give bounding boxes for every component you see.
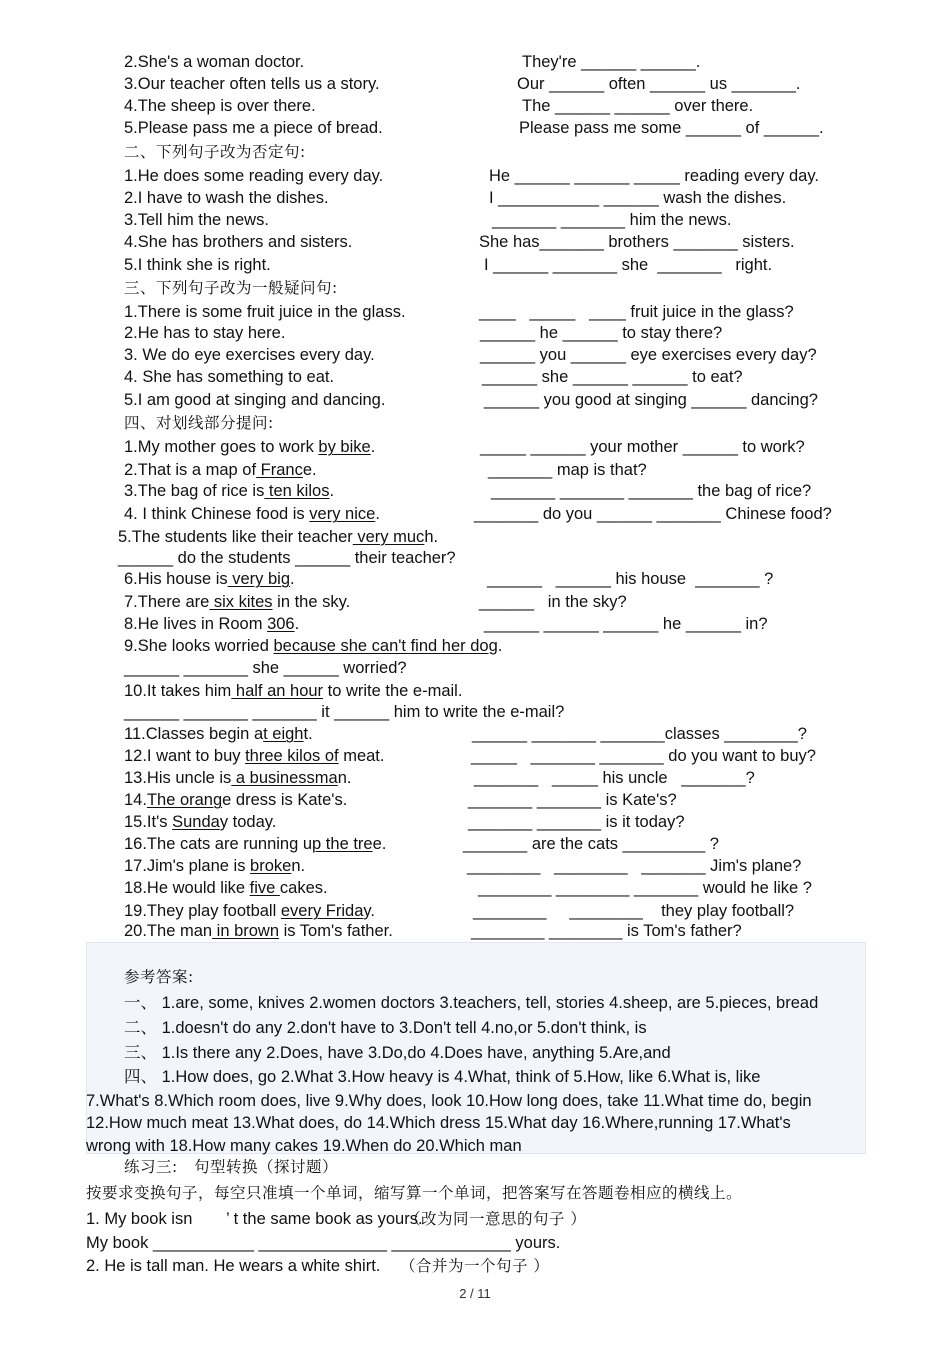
p4-a16: _______ are the cats _________ ?: [463, 835, 719, 853]
answer-line-7: wrong with 18.How many cakes 19.When do 20.Which man: [86, 1137, 522, 1155]
ex3-q1-part2: ’ t the same book as yours.: [226, 1210, 423, 1228]
p4-a8: ______ ______ ______ he ______ in?: [484, 615, 768, 633]
ex3-q1-answer: My book ___________ ______________ _____________ yours.: [86, 1234, 561, 1252]
p4-a13: _______ _____ his uncle _______?: [474, 769, 755, 787]
answer-line-4: 四、 1.How does, go 2.What 3.How heavy is 4.What, think of 5.How, like 6.What is, like: [124, 1068, 761, 1086]
p4-a10: ______ _______ _______ it ______ him to write the e-mail?: [124, 703, 565, 721]
p1-q3: 3.Our teacher often tells us a story.: [124, 75, 380, 93]
p2-a4: She has_______ brothers _______ sisters.: [479, 233, 795, 251]
p4-a20: ________ ________ is Tom's father?: [471, 922, 742, 940]
p4-q15: 15.It's Sunday today.: [124, 813, 277, 831]
p4-q19: 19.They play football every Friday.: [124, 902, 376, 920]
p4-q5: 5.The students like their teacher very much.: [118, 528, 439, 546]
p4-a1: _____ ______ your mother ______ to work?: [480, 438, 805, 456]
section-heading-2: 二、下列句子改为否定句:: [124, 143, 306, 161]
p1-q4: 4.The sheep is over there.: [124, 97, 316, 115]
p3-q3: 3. We do eye exercises every day.: [124, 346, 375, 364]
p4-q6: 6.His house is very big.: [124, 570, 295, 588]
exercise3-title: 练习三: 句型转换（探讨题）: [124, 1158, 339, 1176]
p4-q8: 8.He lives in Room 306.: [124, 615, 300, 633]
p4-q10: 10.It takes him half an hour to write the e-mail.: [124, 682, 463, 700]
p3-a3: ______ you ______ eye exercises every day?: [480, 346, 817, 364]
p2-q4: 4.She has brothers and sisters.: [124, 233, 353, 251]
p3-a1: ____ _____ ____ fruit juice in the glass?: [479, 303, 794, 321]
p4-q7: 7.There are six kites in the sky.: [124, 593, 351, 611]
p3-q1: 1.There is some fruit juice in the glass.: [124, 303, 406, 321]
p4-a11: ______ _______ _______classes ________?: [472, 725, 807, 743]
exercise3-instruction: 按要求变换句子，每空只准填一个单词，缩写算一个单词，把答案写在答题卷相应的横线上。: [86, 1184, 743, 1202]
p4-q3: 3.The bag of rice is ten kilos.: [124, 482, 335, 500]
p4-q11: 11.Classes begin at eight.: [124, 725, 313, 743]
p4-q17: 17.Jim's plane is broken.: [124, 857, 306, 875]
p4-a9: ______ _______ she ______ worried?: [124, 659, 407, 677]
p3-q5: 5.I am good at singing and dancing.: [124, 391, 386, 409]
p4-q4: 4. I think Chinese food is very nice.: [124, 505, 380, 523]
p4-a4: _______ do you ______ _______ Chinese food?: [474, 505, 832, 523]
p4-a18: ________ ________ _______ would he like ?: [478, 879, 812, 897]
p3-q2: 2.He has to stay here.: [124, 324, 286, 342]
p1-a4: The ______ ______ over there.: [522, 97, 754, 115]
p4-a2: _______ map is that?: [488, 461, 647, 479]
p4-a14: _______ _______ is Kate's?: [468, 791, 677, 809]
answer-line-5: 7.What's 8.Which room does, live 9.Why does, look 10.How long does, take 11.What time do, begin: [86, 1092, 812, 1110]
p4-q18: 18.He would like five cakes.: [124, 879, 328, 897]
p4-a3: _______ _______ _______ the bag of rice?: [491, 482, 812, 500]
p2-q5: 5.I think she is right.: [124, 256, 271, 274]
p4-a15: _______ _______ is it today?: [468, 813, 685, 831]
p2-a2: I ___________ ______ wash the dishes.: [489, 189, 787, 207]
p3-a2: ______ he ______ to stay there?: [480, 324, 723, 342]
p4-a12: _____ _______ _______ do you want to buy?: [471, 747, 816, 765]
p4-q1: 1.My mother goes to work by bike.: [124, 438, 376, 456]
answer-line-2: 二、 1.doesn't do any 2.don't have to 3.Don't tell 4.no,or 5.don't think, is: [124, 1019, 647, 1037]
p2-q1: 1.He does some reading every day.: [124, 167, 384, 185]
p1-a3: Our ______ often ______ us _______.: [517, 75, 801, 93]
answer-title: 参考答案:: [124, 968, 194, 986]
ex3-q2: 2. He is tall man. He wears a white shirt.: [86, 1257, 381, 1275]
page-number: 2 / 11: [459, 1286, 491, 1301]
p2-a5: I ______ _______ she _______ right.: [484, 256, 773, 274]
p4-a17: ________ ________ _______ Jim's plane?: [467, 857, 802, 875]
p2-a3: _______ _______ him the news.: [492, 211, 732, 229]
p4-q16: 16.The cats are running up the tree.: [124, 835, 387, 853]
p4-q9: 9.She looks worried because she can't find her dog.: [124, 637, 503, 655]
p2-q2: 2.I have to wash the dishes.: [124, 189, 329, 207]
p2-a1: He ______ ______ _____ reading every day.: [489, 167, 819, 185]
p4-q2: 2.That is a map of France.: [124, 461, 317, 479]
ex3-q1-hint: （改为同一意思的句子 ）: [405, 1210, 587, 1228]
p1-a5: Please pass me some ______ of ______.: [519, 119, 824, 137]
p4-q20: 20.The man in brown is Tom's father.: [124, 922, 393, 940]
p3-a5: ______ you good at singing ______ dancing?: [484, 391, 818, 409]
p4-a7: ______ in the sky?: [479, 593, 627, 611]
answer-line-1: 一、 1.are, some, knives 2.women doctors 3.teachers, tell, stories 4.sheep, are 5.pieces, bread: [124, 994, 819, 1012]
p4-a6: ______ ______ his house _______ ?: [487, 570, 774, 588]
p4-q12: 12.I want to buy three kilos of meat.: [124, 747, 385, 765]
p4-q14: 14.The orange dress is Kate's.: [124, 791, 348, 809]
p2-q3: 3.Tell him the news.: [124, 211, 269, 229]
answer-line-3: 三、 1.Is there any 2.Does, have 3.Do,do 4.Does have, anything 5.Are,and: [124, 1044, 671, 1062]
p1-q2: 2.She's a woman doctor.: [124, 53, 305, 71]
p4-a5: ______ do the students ______ their teacher?: [118, 549, 456, 567]
section-heading-3: 三、下列句子改为一般疑问句:: [124, 279, 338, 297]
ex3-q1-part1: 1. My book isn: [86, 1210, 193, 1228]
p1-a2: They're ______ ______.: [522, 53, 701, 71]
p4-q13: 13.His uncle is a businessman.: [124, 769, 352, 787]
answer-line-6: 12.How much meat 13.What does, do 14.Which dress 15.What day 16.Where,running 17.What's: [86, 1114, 791, 1132]
p4-a19: ________ ________ they play football?: [473, 902, 795, 920]
ex3-q2-hint: （合并为一个句子 ）: [400, 1257, 550, 1275]
p3-q4: 4. She has something to eat.: [124, 368, 335, 386]
p1-q5: 5.Please pass me a piece of bread.: [124, 119, 383, 137]
p3-a4: ______ she ______ ______ to eat?: [482, 368, 743, 386]
section-heading-4: 四、对划线部分提问:: [124, 414, 274, 432]
